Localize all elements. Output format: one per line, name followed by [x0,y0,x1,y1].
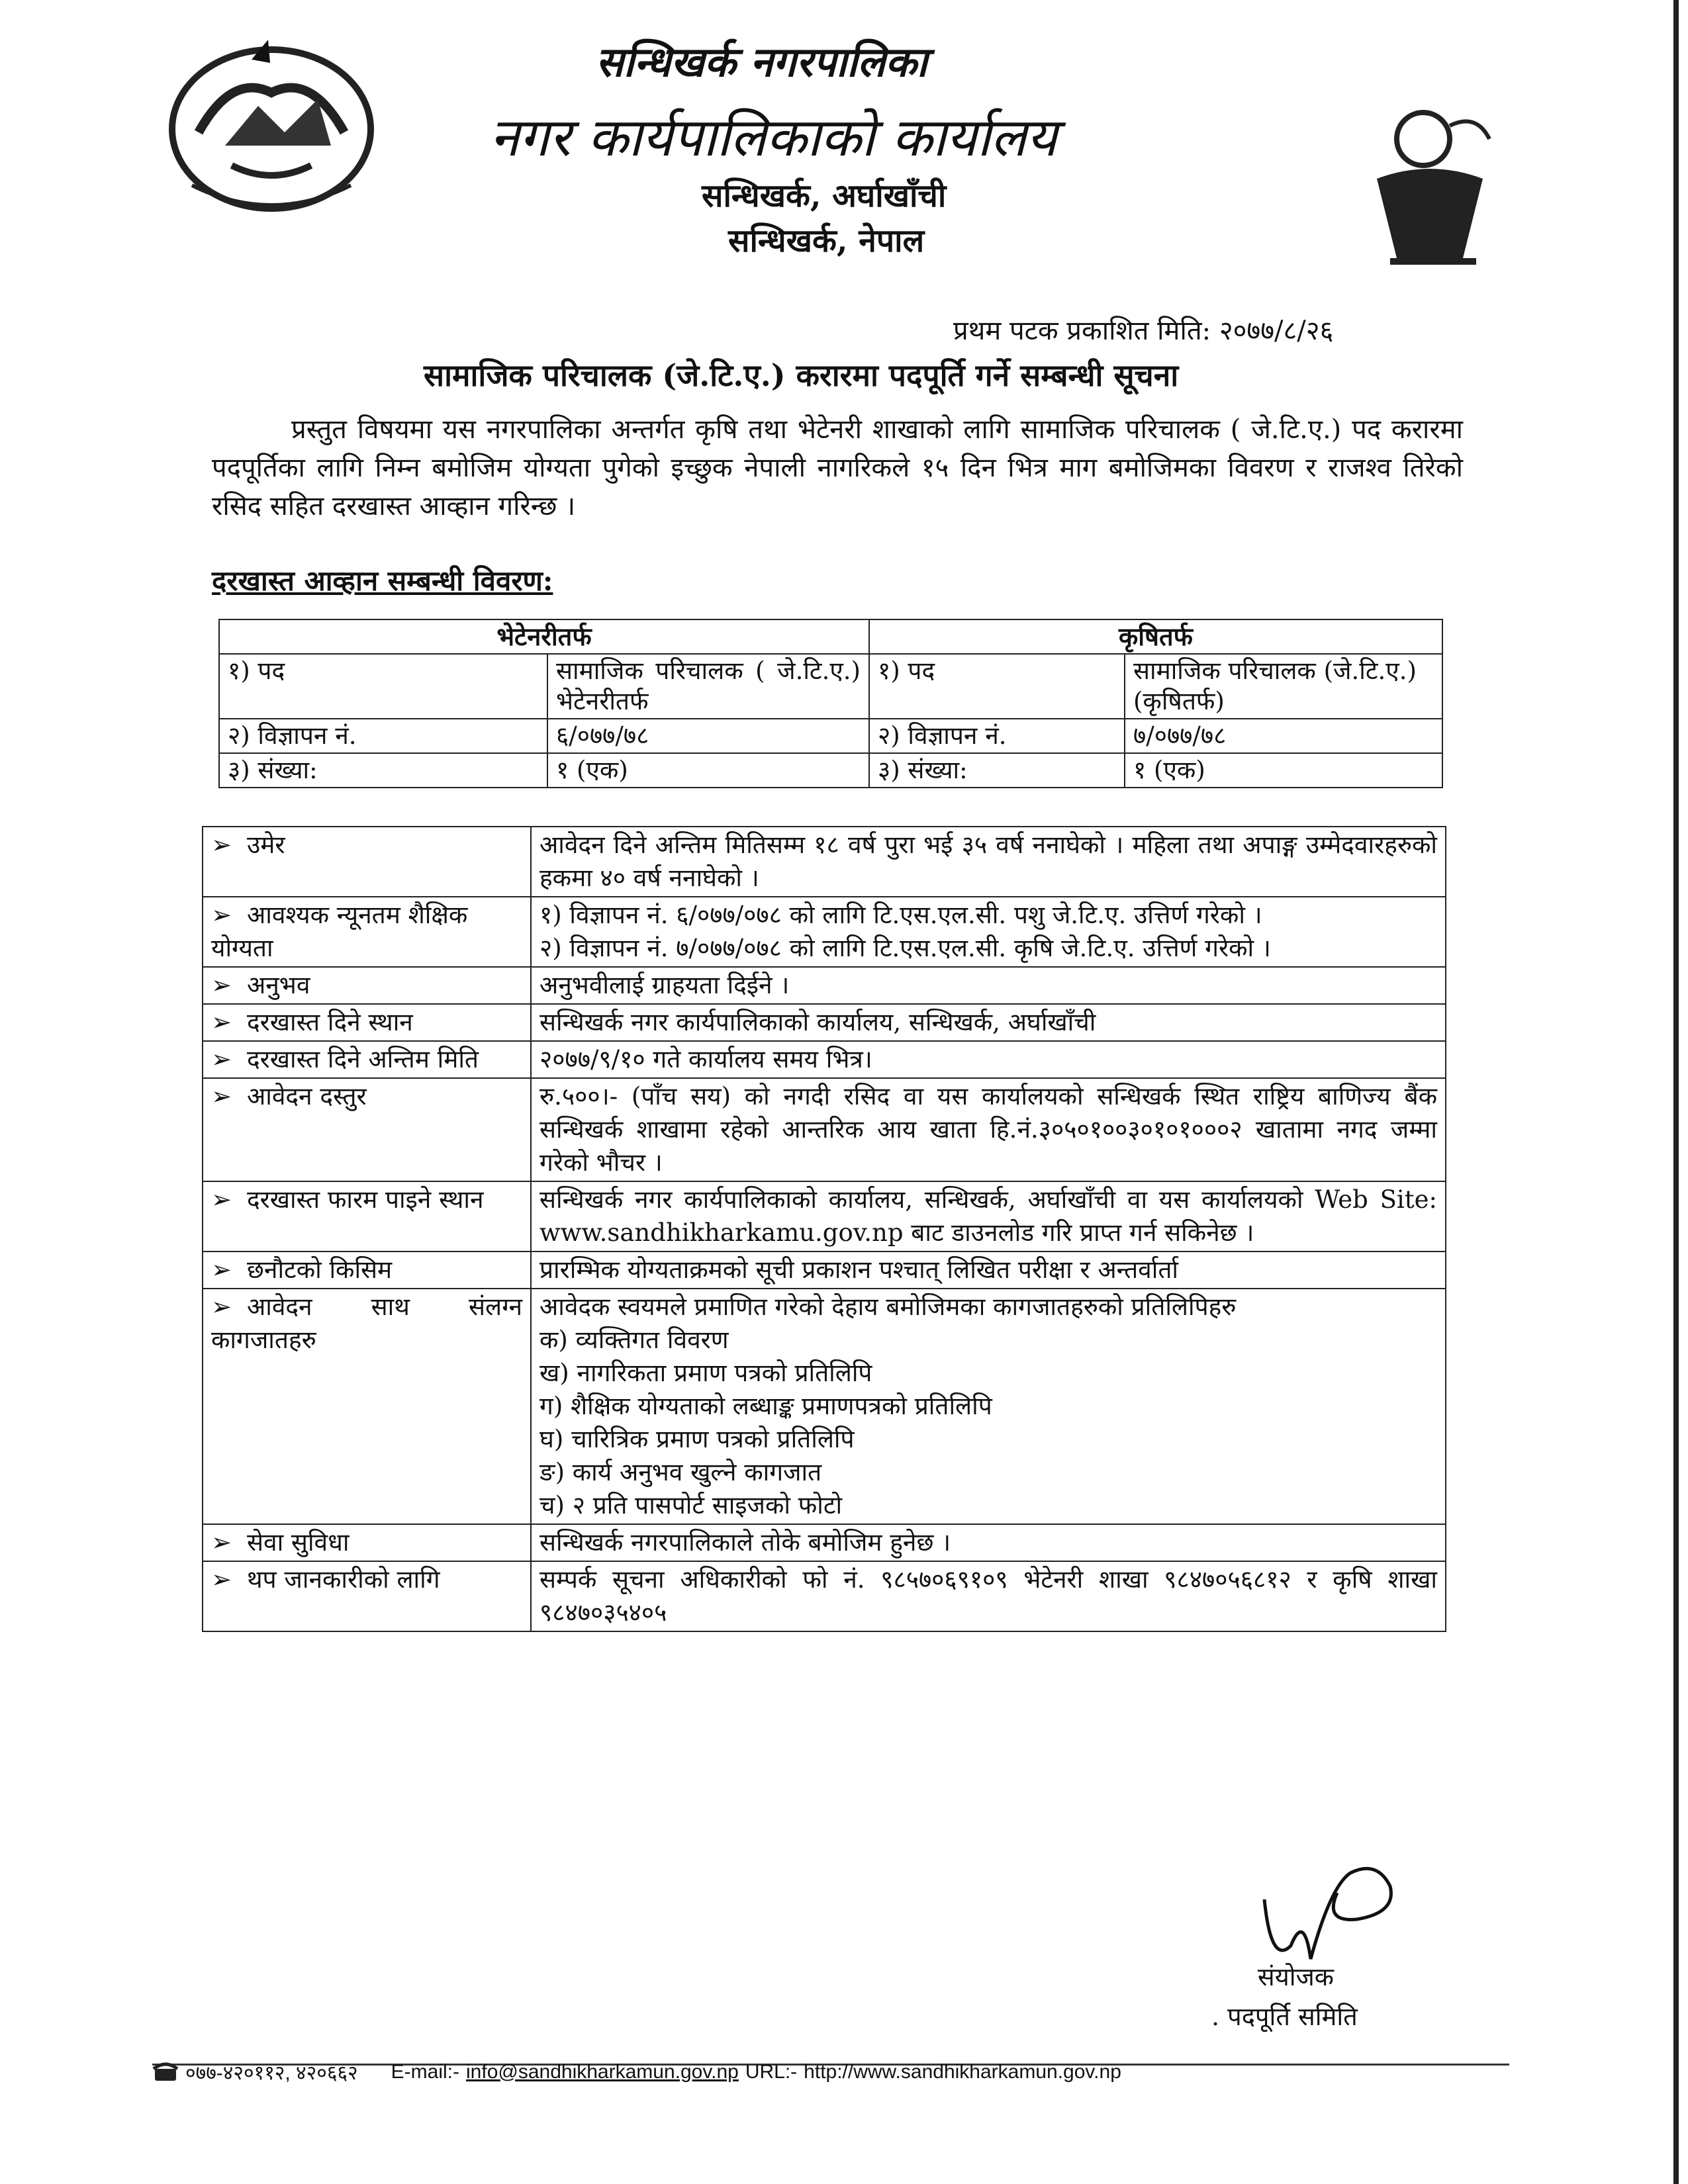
arrow-icon: ➢ [211,1255,232,1284]
deadline-label: दरखास्त दिने अन्तिम मिति [247,1045,479,1073]
application-place-value: सन्धिखर्क नगर कार्यपालिकाको कार्यालय, सन्धिखर्क, अर्घाखाँची [531,1004,1446,1041]
age-value: आवेदन दिने अन्तिम मितिसम्म १८ वर्ष पुरा भई ३५ वर्ष ननाघेको । महिला तथा अपाङ्ग उम्मेदवारहरुको हकमा ४० वर्ष ननाघेको । [531,827,1446,897]
list-item: ख) नागरिकता प्रमाण पत्रको प्रतिलिपि [539,1359,872,1387]
agri-advt-label: २) विज्ञापन नं. [869,719,1125,753]
municipality-name: सन्धिखर्क नगरपालिका [596,38,927,86]
notice-title: सामाजिक परिचालक (जे.टि.ए.) करारमा पदपूर्ति गर्ने सम्बन्धी सूचना [424,357,1179,393]
selection-value: प्रारम्भिक योग्यताक्रमको सूची प्रकाशन पश्चात् लिखित परीक्षा र अन्तर्वार्ता [531,1251,1446,1289]
list-item: घ) चारित्रिक प्रमाण पत्रको प्रतिलिपि [539,1425,855,1453]
table-row [203,1004,1446,1041]
experience-label: अनुभव [247,971,310,999]
nepal-emblem-icon [152,33,391,218]
contact-label: थप जानकारीको लागि [247,1565,440,1594]
agri-count-label: ३) संख्या: [869,753,1125,788]
deadline-value: २०७७/९/१० गते कार्यालय समय भित्र। [531,1041,1446,1078]
table-row [203,1561,1446,1631]
url-label: URL:- [745,2060,798,2083]
vet-post-value: सामाजिक परिचालक ( जे.टि.ए.) भेटेनरीतर्फ [547,654,869,719]
phone-numbers: ०७७-४२०११२, ४२०६६२ [185,2062,358,2084]
agri-post-value: सामाजिक परिचालक (जे.टि.ए.) (कृषितर्फ) [1125,654,1442,719]
arrow-icon: ➢ [211,971,232,999]
arrow-icon: ➢ [211,1185,232,1214]
table-row [203,1524,1446,1561]
scan-edge [1673,0,1679,2184]
email-label: E-mail:- [391,2060,460,2083]
table-row [203,1289,1446,1524]
details-table [202,826,1446,1632]
table-row [203,967,1446,1004]
notice-intro: प्रस्तुत विषयमा यस नगरपालिका अन्तर्गत कृषि तथा भेटेनरी शाखाको लागि सामाजिक परिचालक ( जे.टि.ए.) पद करारमा पदपूर्तिका लागि निम्न बमोजिम योग्यता पुगेको इच्छुक नेपाली नागरिकले १५ दिन भित्र माग बमोजिमका विवरण र राजश्व तिरेको रसिद सहित दरखास्त आव्हान गरिन्छ । [212,414,1463,522]
arrow-icon: ➢ [211,1565,232,1594]
form-place-label: दरखास्त फारम पाइने स्थान [247,1185,484,1214]
qualification-label: आवश्यक न्यूनतम शैक्षिक योग्यता [211,901,468,962]
experience-value: अनुभवीलाई ग्राहयता दिईने । [531,967,1446,1004]
arrow-icon: ➢ [211,1045,232,1073]
selection-label: छनौटको किसिम [247,1255,393,1284]
benefits-label: सेवा सुविधा [247,1528,350,1557]
list-item: च) २ प्रति पासपोर्ट साइजको फोटो [539,1491,843,1520]
arrow-icon: ➢ [211,1008,232,1036]
phone-icon [152,2062,179,2082]
footer [152,2058,1121,2085]
table-row [203,1251,1446,1289]
vet-post-label: १) पद [219,654,547,719]
qualification-value-1: १) विज्ञापन नं. ६/०७७/०७८ को लागि टि.एस.एल.सी. पशु जे.टि.ए. उत्तिर्ण गरेको । [539,901,1262,929]
veterinary-header: भेटेनरीतर्फ [219,619,869,654]
agri-count-value: १ (एक) [1125,753,1442,788]
table-row [203,1041,1446,1078]
vet-count-value: १ (एक) [547,753,869,788]
benefits-value: सन्धिखर्क नगरपालिकाले तोके बमोजिम हुनेछ । [531,1524,1446,1561]
form-place-value: सन्धिखर्क नगर कार्यपालिकाको कार्यालय, सन्धिखर्क, अर्घाखाँची वा यस कार्यालयको Web Site: www.sandhikharkamu.gov.np बाट डाउनलोड गरि प्राप्त गर्न सकिनेछ । [531,1181,1446,1251]
url-link[interactable]: http://www.sandhikharkamun.gov.np [804,2060,1121,2083]
qualification-value-2: २) विज्ञापन नं. ७/०७७/०७८ को लागि टि.एस.एल.सी. कृषि जे.टि.ए. उत्तिर्ण गरेको । [539,934,1271,962]
application-place-label: दरखास्त दिने स्थान [247,1008,413,1036]
posts-table [218,619,1443,788]
details-subheading: दरखास्त आव्हान सम्बन्धी विवरण: [212,565,553,597]
arrow-icon: ➢ [211,901,232,929]
arrow-icon: ➢ [211,1293,232,1321]
published-date: प्रथम पटक प्रकाशित मिति: २०७७/८/२६ [953,316,1334,346]
table-row [203,1181,1446,1251]
arrow-icon: ➢ [211,1082,232,1111]
arrow-icon: ➢ [211,831,232,859]
age-label: उमेर [247,831,285,859]
office-country: सन्धिखर्क, नेपाल [728,222,925,259]
office-name: नगर कार्यपालिकाको कार्यालय [490,107,1057,168]
vet-advt-label: २) विज्ञापन नं. [219,719,547,753]
list-item: ग) शैक्षिक योग्यताको लब्धाङ्क प्रमाणपत्रको प्रतिलिपि [539,1392,992,1420]
office-address: सन्धिखर्क, अर्घाखाँची [702,177,947,214]
agri-post-label: १) पद [869,654,1125,719]
list-item: ङ) कार्य अनुभव खुल्ने कागजात [539,1458,822,1486]
vet-count-label: ३) संख्या: [219,753,547,788]
fee-label: आवेदन दस्तुर [247,1082,367,1111]
vet-advt-value: ६/०७७/७८ [547,719,869,753]
arrow-icon: ➢ [211,1528,232,1557]
contact-value: सम्पर्क सूचना अधिकारीको फो नं. ९८५७०६९१०९ भेटेनरी शाखा ९८४७०५६८१२ र कृषि शाखा ९८४७०३५४०५ [531,1561,1446,1631]
agriculture-header: कृषितर्फ [869,619,1442,654]
list-item: क) व्यक्तिगत विवरण [539,1326,729,1354]
fee-value: रु.५००।- (पाँच सय) को नगदी रसिद वा यस कार्यालयको सन्धिखर्क स्थित राष्ट्रिय बाणिज्य बैंक सन्धिखर्क शाखामा रहेको आन्तरिक आय खाता हि.नं.३०५०१००३०१०१०००२ खातामा नगद जम्मा गरेको भौचर । [531,1078,1446,1181]
committee-name: . पदपूर्ति समिति [1211,2002,1358,2031]
table-row [203,827,1446,897]
table-row [203,897,1446,967]
documents-label: आवेदन साथ संलग्न कागजातहरु [211,1293,522,1354]
documents-value: आवेदक स्वयमले प्रमाणित गरेको देहाय बमोजिमका कागजातहरुको प्रतिलिपिहरु [539,1293,1237,1321]
table-row [203,1078,1446,1181]
email-link[interactable]: info@sandhikharkamun.gov.np [466,2060,739,2083]
municipality-logo-icon [1350,99,1509,271]
agri-advt-value: ७/०७७/७८ [1125,719,1442,753]
signatory-title: संयोजक [1258,1962,1334,1991]
